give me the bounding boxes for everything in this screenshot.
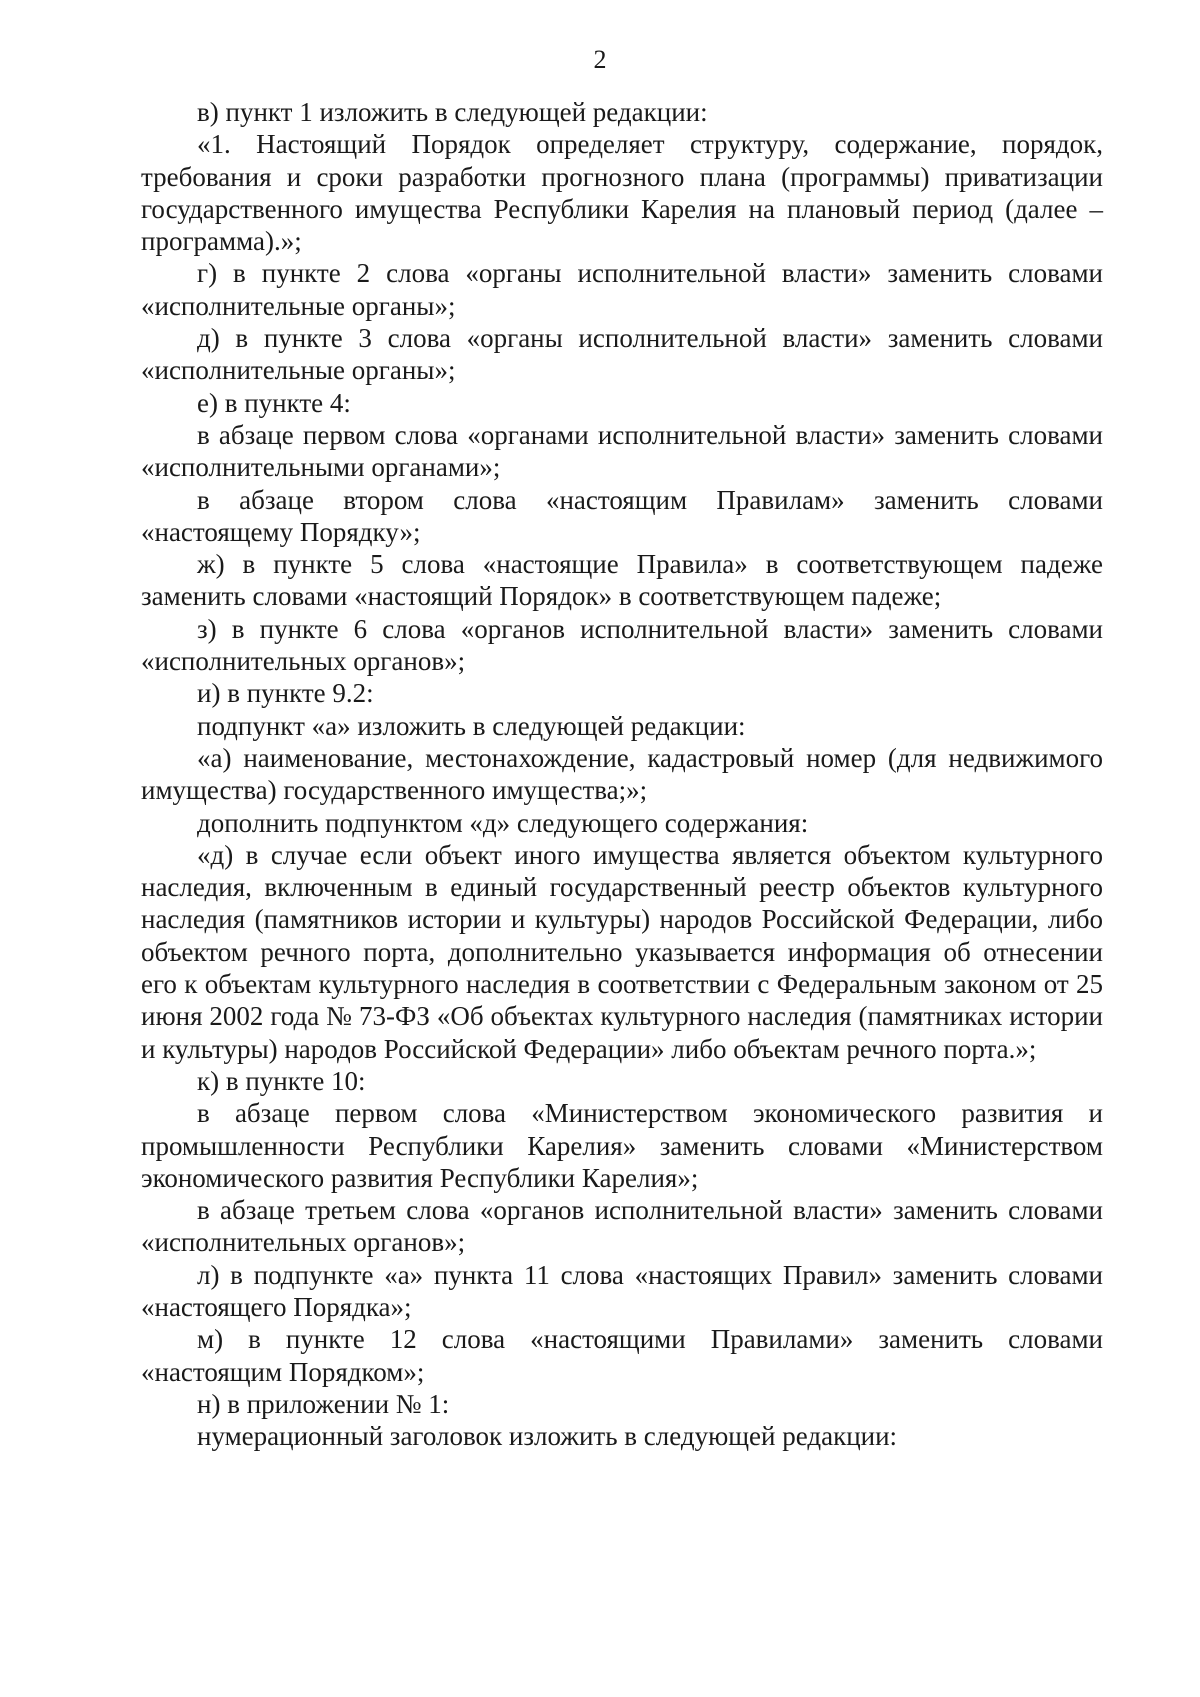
paragraph: нумерационный заголовок изложить в следующей редакции:: [197, 1421, 898, 1452]
paragraph: л) в подпункте «а» пункта 11 слова «настоящих Правил» заменить словами «настоящего Порядка»;: [141, 1259, 1103, 1322]
paragraph: д) в пункте 3 слова «органы исполнительной власти» заменить словами «исполнительные органы»;: [141, 323, 1103, 386]
paragraph: е) в пункте 4:: [197, 387, 351, 418]
paragraph: в абзаце первом слова «органами исполнительной власти» заменить словами «исполнительными органами»;: [141, 419, 1103, 483]
paragraph: з) в пункте 6 слова «органов исполнительной власти» заменить словами «исполнительных органов»;: [141, 613, 1103, 677]
paragraph: к) в пункте 10:: [197, 1065, 366, 1096]
paragraph: н) в приложении № 1:: [197, 1388, 450, 1419]
paragraph: «а) наименование, местонахождение, кадастровый номер (для недвижимого имущества) государственного имущества;»;: [141, 742, 1103, 806]
paragraph: м) в пункте 12 слова «настоящими Правилами» заменить словами «настоящим Порядком»;: [141, 1324, 1103, 1387]
paragraph: в абзаце третьем слова «органов исполнительной власти» заменить словами «исполнительных органов»;: [141, 1195, 1103, 1258]
paragraph: подпункт «а» изложить в следующей редакции:: [197, 710, 746, 741]
document-body: [141, 96, 1103, 1452]
paragraph: в абзаце втором слова «настоящим Правилам» заменить словами «настоящему Порядку»;: [141, 484, 1103, 547]
paragraph: «1. Настоящий Порядок определяет структуру, содержание, порядок, требования и сроки разработки прогнозного плана (программы) приватизации государственного имущества Республики Карелия на плановый период (далее – программа).»;: [141, 129, 1103, 257]
paragraph: г) в пункте 2 слова «органы исполнительной власти» заменить словами «исполнительные органы»;: [141, 258, 1103, 321]
paragraph: и) в пункте 9.2:: [197, 678, 374, 709]
paragraph: «д) в случае если объект иного имущества является объектом культурного наследия, включенным в единый государственный реестр объектов культурного наследия (памятников истории и культуры) народов Российской Федерации, либо объектом речного порта, дополнительно указывается информация об отнесении его к объектам культурного наследия в соответствии с Федеральным законом от 25 июня 2002 года № 73-ФЗ «Об объектах культурного наследия (памятниках истории и культуры) народов Российской Федерации» либо объектам речного порта.»;: [141, 839, 1103, 1064]
paragraph: ж) в пункте 5 слова «настоящие Правила» в соответствующем падеже заменить словами «настоящий Порядок» в соответствующем падеже;: [141, 549, 1103, 612]
paragraph: в) пункт 1 изложить в следующей редакции:: [197, 97, 708, 127]
paragraph: в абзаце первом слова «Министерством экономического развития и промышленности Республики Карелия» заменить словами «Министерством экономического развития Республики Карелия»;: [141, 1098, 1103, 1193]
page-number: 2: [593, 45, 607, 74]
paragraph: дополнить подпунктом «д» следующего содержания:: [197, 807, 809, 838]
